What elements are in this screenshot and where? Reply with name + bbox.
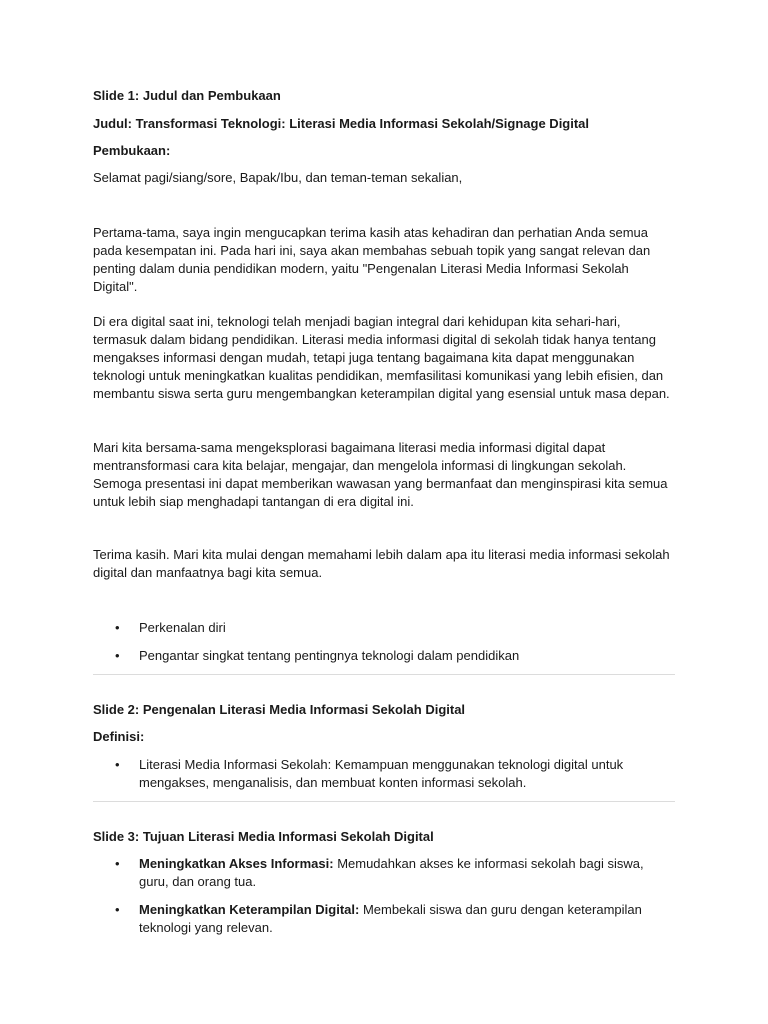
slide1-bullet-1: Perkenalan diri bbox=[139, 620, 226, 635]
slide1-greeting: Selamat pagi/siang/sore, Bapak/Ibu, dan teman-teman sekalian, bbox=[93, 170, 463, 185]
slide2-heading: Slide 2: Pengenalan Literasi Media Informasi Sekolah Digital bbox=[93, 702, 466, 717]
section-divider bbox=[93, 801, 675, 802]
slide1-bullet-2: Pengantar singkat tentang pentingnya teknologi dalam pendidikan bbox=[139, 648, 520, 663]
slide1-paragraph-3: Mari kita bersama-sama mengeksplorasi bagaimana literasi media informasi digital dapat mentransformasi cara kita belajar, mengajar, dan mengelola informasi di lingkungan sekolah. Semoga presentasi ini dapat memberikan wawasan yang bermanfaat dan menginspirasi kita semua untuk lebih siap menghadapi tantangan di era digital ini. bbox=[93, 440, 668, 509]
bullet-icon: • bbox=[115, 620, 120, 635]
bullet-icon: • bbox=[115, 902, 120, 917]
slide3-bullet-1-text: Memudahkan akses ke informasi sekolah bagi siswa, guru, dan orang tua. bbox=[139, 856, 644, 889]
slide3-bullet-2 bbox=[139, 901, 675, 937]
slide1-title: Judul: Transformasi Teknologi: Literasi Media Informasi Sekolah/Signage Digital bbox=[93, 116, 590, 131]
slide2-bullet-1: Literasi Media Informasi Sekolah: Kemampuan menggunakan teknologi digital untuk mengakses, menganalisis, dan membuat konten informasi sekolah. bbox=[139, 757, 624, 790]
slide1-paragraph-4: Terima kasih. Mari kita mulai dengan memahami lebih dalam apa itu literasi media informasi sekolah digital dan manfaatnya bagi kita semua. bbox=[93, 547, 670, 580]
slide3-bullet-2-label: Meningkatkan Keterampilan Digital: bbox=[139, 902, 360, 917]
slide1-paragraph-1: Pertama-tama, saya ingin mengucapkan terima kasih atas kehadiran dan perhatian Anda semua pada kesempatan ini. Pada hari ini, saya akan membahas sebuah topik yang sangat relevan dan penting dalam dunia pendidikan modern, yaitu "Pengenalan Literasi Media Informasi Sekolah Digital". bbox=[93, 225, 651, 294]
slide3-heading: Slide 3: Tujuan Literasi Media Informasi Sekolah Digital bbox=[93, 829, 434, 844]
bullet-icon: • bbox=[115, 648, 120, 663]
section-divider bbox=[93, 674, 675, 675]
slide3-bullet-1 bbox=[139, 855, 675, 891]
slide1-heading: Slide 1: Judul dan Pembukaan bbox=[93, 88, 281, 103]
bullet-icon: • bbox=[115, 757, 120, 772]
slide1-paragraph-2: Di era digital saat ini, teknologi telah menjadi bagian integral dari kehidupan kita sehari-hari, termasuk dalam bidang pendidikan. Literasi media informasi digital di sekolah tidak hanya tentang mengakses informasi dengan mudah, tetapi juga tentang bagaimana kita dapat menggunakan teknologi untuk meningkatkan kualitas pendidikan, memfasilitasi komunikasi yang lebih efisien, dan membantu siswa serta guru mengembangkan keterampilan digital yang esensial untuk masa depan. bbox=[93, 314, 670, 401]
slide3-bullet-2-text: Membekali siswa dan guru dengan keterampilan teknologi yang relevan. bbox=[139, 902, 642, 935]
slide2-definition-label: Definisi: bbox=[93, 729, 145, 744]
bullet-icon: • bbox=[115, 856, 120, 871]
slide1-opening-label: Pembukaan: bbox=[93, 143, 171, 158]
slide3-bullet-1-label: Meningkatkan Akses Informasi: bbox=[139, 856, 334, 871]
